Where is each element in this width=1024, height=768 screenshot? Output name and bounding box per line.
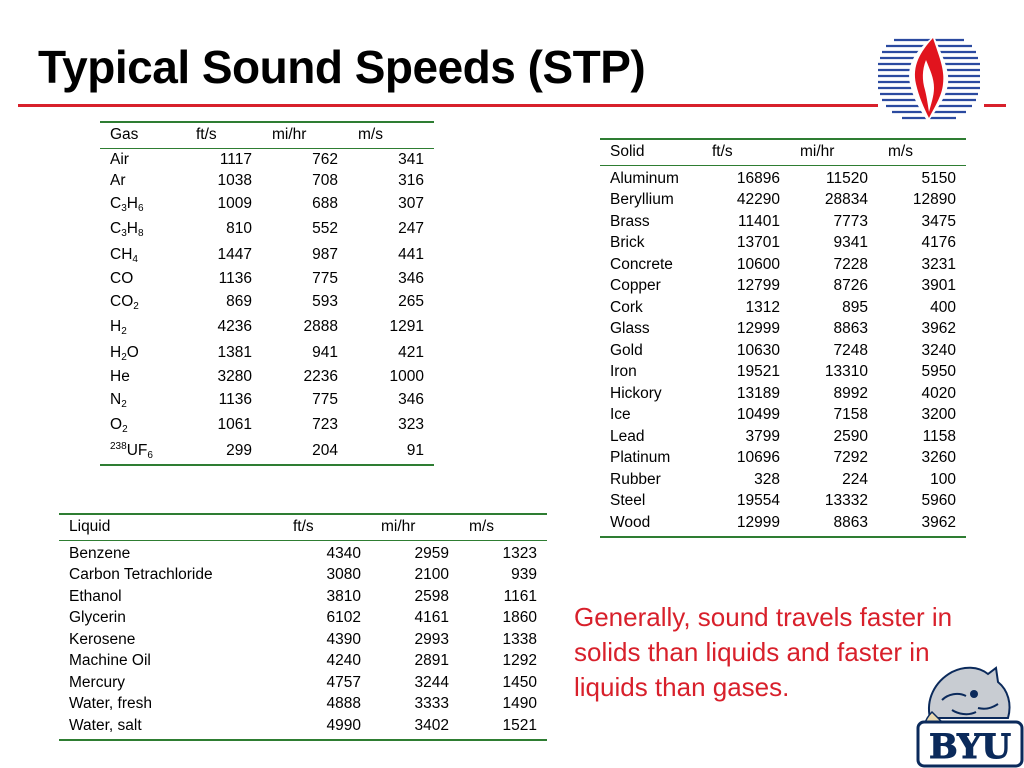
gas-m-s-cell: 307 <box>398 194 424 212</box>
liquid-name-cell: Ethanol <box>69 587 122 605</box>
gas-table-row <box>100 290 434 316</box>
gas-name-cell: $H_2O$ <box>110 343 139 363</box>
gas-name-cell: CO <box>110 270 134 287</box>
solid-ft-s-cell: 12799 <box>736 277 780 294</box>
solid-name-cell: Brick <box>610 234 645 251</box>
solid-m-s-cell: 5960 <box>921 492 956 509</box>
solid-m-s-cell: 3901 <box>921 277 956 294</box>
solid-mi-hr-cell: 7292 <box>833 449 868 466</box>
solid-table-row <box>600 447 966 469</box>
liquid-mi-hr-cell: 3244 <box>414 673 449 691</box>
gas-ft-s-cell: 1061 <box>217 416 252 433</box>
liquid-ft-s-cell: 4757 <box>326 673 361 691</box>
solid-table-row <box>600 254 966 276</box>
solid-name-cell: Concrete <box>610 255 673 273</box>
solid-mi-hr-cell: 895 <box>842 298 868 316</box>
gas-mi-hr-cell: 2236 <box>303 368 338 385</box>
gas-mi-hr-cell: 593 <box>312 292 338 310</box>
liquid-name-cell: Kerosene <box>69 630 136 648</box>
liquid-ft-s-cell: 4888 <box>326 695 361 712</box>
gas-ft-s-cell: 299 <box>186 439 262 466</box>
solid-m-s-cell: 400 <box>930 298 956 316</box>
gas-ft-s-cell: 810 <box>226 220 252 237</box>
col-header-ft-s: ft/s <box>283 514 371 540</box>
solid-header-row <box>600 139 966 165</box>
gas-name-cell: $H_2$ <box>110 318 127 337</box>
solid-mi-hr-cell: 7228 <box>833 255 868 273</box>
gas-table-row <box>100 148 434 170</box>
col-header-ft-s: ft/s <box>702 139 790 165</box>
gas-name-cell: He <box>110 368 130 385</box>
liquid-ft-s-cell: 4240 <box>326 652 361 669</box>
col-header-m-s: m/s <box>878 139 966 165</box>
solid-name-cell: Lead <box>610 427 645 445</box>
liquid-name-cell: Carbon Tetrachloride <box>69 566 213 583</box>
solid-ft-s-cell: 11401 <box>738 212 780 230</box>
solid-table-row <box>600 361 966 383</box>
liquid-table-row <box>59 672 547 694</box>
col-header-mi-hr: mi/hr <box>790 139 878 165</box>
liquid-name-cell: Machine Oil <box>69 652 151 669</box>
gas-table-row <box>100 388 434 414</box>
solid-m-s-cell: 3260 <box>921 449 956 466</box>
solid-table-row <box>600 211 966 233</box>
col-header-ft-s: ft/s <box>186 122 262 148</box>
liquid-m-s-cell: 1292 <box>502 652 537 669</box>
solid-name-cell: Copper <box>610 277 661 294</box>
gas-m-s-cell: 265 <box>398 292 424 310</box>
gas-m-s-cell: 1291 <box>389 318 424 335</box>
solid-name-cell: Gold <box>610 341 643 359</box>
solid-ft-s-cell: 13189 <box>736 384 780 402</box>
gas-ft-s-cell: 1009 <box>217 194 252 212</box>
liquid-m-s-cell: 1323 <box>502 544 537 562</box>
liquid-table-row <box>59 650 547 672</box>
liquid-table-row <box>59 715 547 741</box>
liquid-name-cell: Water, salt <box>59 715 283 741</box>
gas-table-row <box>100 170 434 192</box>
gas-ft-s-cell: 1381 <box>217 343 252 361</box>
slide-title: Typical Sound Speeds (STP) <box>38 41 646 93</box>
solid-table-row <box>600 426 966 448</box>
liquid-table-row <box>59 540 547 564</box>
gas-m-s-cell: 421 <box>398 343 424 361</box>
solid-ft-s-cell: 3799 <box>745 427 780 445</box>
solid-m-s-cell: 1158 <box>922 427 956 445</box>
liquid-m-s-cell: 1161 <box>503 587 537 605</box>
gas-mi-hr-cell: 688 <box>312 194 338 212</box>
gas-mi-hr-cell: 708 <box>312 172 338 189</box>
liquid-mi-hr-cell: 3333 <box>414 695 449 712</box>
solid-name-cell: Aluminum <box>610 169 679 187</box>
solid-mi-hr-cell: 9341 <box>833 234 868 251</box>
solid-ft-s-cell: 10499 <box>736 406 780 423</box>
solid-table-row <box>600 469 966 491</box>
gas-name-cell: $N_2$ <box>110 390 127 410</box>
gas-name-cell: $CH_4$ <box>110 245 138 265</box>
gas-m-s-cell: 323 <box>398 416 424 433</box>
liquid-mi-hr-cell: 2891 <box>414 652 449 669</box>
liquid-table-row <box>59 564 547 586</box>
gas-name-cell: $^{238}UF_6$ <box>100 439 186 466</box>
liquid-mi-hr-cell: 3402 <box>371 715 459 741</box>
solid-mi-hr-cell: 7773 <box>833 212 868 230</box>
gas-table-row <box>100 341 434 367</box>
gas-name-cell: Ar <box>110 172 126 189</box>
liquid-mi-hr-cell: 2959 <box>414 544 449 562</box>
gas-table <box>100 121 434 466</box>
col-header-solid: Solid <box>600 139 702 165</box>
solid-ft-s-cell: 16896 <box>736 169 780 187</box>
gas-mi-hr-cell: 552 <box>312 220 338 237</box>
liquid-ft-s-cell: 6102 <box>326 609 361 626</box>
solid-name-cell: Brass <box>610 212 650 230</box>
solid-table-body <box>600 165 966 537</box>
solid-mi-hr-cell: 7158 <box>833 406 868 423</box>
gas-table-row <box>100 268 434 290</box>
logo-flame <box>909 36 948 122</box>
liquid-mi-hr-cell: 2598 <box>414 587 449 605</box>
solid-mi-hr-cell: 8992 <box>833 384 868 402</box>
liquid-table-row <box>59 693 547 715</box>
solid-name-cell: Steel <box>610 492 646 509</box>
solid-table-row <box>600 189 966 211</box>
gas-header-row <box>100 122 434 148</box>
solid-ft-s-cell: 13701 <box>736 234 780 251</box>
solid-ft-s-cell: 19521 <box>736 363 780 380</box>
solid-table-row <box>600 383 966 405</box>
solid-mi-hr-cell: 13332 <box>824 492 868 509</box>
liquid-m-s-cell: 1521 <box>459 715 547 741</box>
liquid-ft-s-cell: 4990 <box>283 715 371 741</box>
title-underline-tail <box>984 104 1006 107</box>
liquid-table-body <box>59 540 547 740</box>
solid-mi-hr-cell: 13310 <box>824 363 868 380</box>
liquid-header-row <box>59 514 547 540</box>
gas-mi-hr-cell: 775 <box>312 270 338 287</box>
summary-note: Generally, sound travels faster in solids than liquids and faster in liquids than gases. <box>574 602 953 702</box>
gas-mi-hr-cell: 204 <box>262 439 348 466</box>
solid-table-row <box>600 404 966 426</box>
gas-m-s-cell: 441 <box>398 245 424 263</box>
liquid-mi-hr-cell: 4161 <box>414 609 449 626</box>
gas-table-row <box>100 366 434 388</box>
liquid-ft-s-cell: 3810 <box>326 587 361 605</box>
solid-table-row <box>600 165 966 189</box>
solid-table <box>600 138 966 538</box>
gas-name-cell: $C_3H_8$ <box>110 220 144 239</box>
solid-table-row <box>600 297 966 319</box>
gas-name-cell: $O_2$ <box>110 416 128 435</box>
liquid-mi-hr-cell: 2100 <box>414 566 449 583</box>
liquid-table <box>59 513 547 741</box>
liquid-ft-s-cell: 4390 <box>326 630 361 648</box>
solid-ft-s-cell: 42290 <box>736 191 780 208</box>
solid-name-cell: Rubber <box>610 470 661 488</box>
solid-table-row <box>600 275 966 297</box>
solid-m-s-cell: 3962 <box>878 512 966 538</box>
gas-mi-hr-cell: 941 <box>312 343 338 361</box>
solid-table-row <box>600 318 966 340</box>
solid-m-s-cell: 12890 <box>912 191 956 208</box>
gas-name-cell: $CO_2$ <box>110 292 139 312</box>
gas-name-cell: Air <box>110 150 129 168</box>
gas-m-s-cell: 316 <box>398 172 424 189</box>
col-header-mi-hr: mi/hr <box>262 122 348 148</box>
gas-table-row <box>100 439 434 466</box>
solid-ft-s-cell: 1312 <box>745 298 780 316</box>
liquid-table-row <box>59 607 547 629</box>
liquid-name-cell: Mercury <box>69 673 125 691</box>
gas-mi-hr-cell: 723 <box>312 416 338 433</box>
liquid-m-s-cell: 1338 <box>502 630 537 648</box>
solid-ft-s-cell: 10630 <box>736 341 780 359</box>
solid-mi-hr-cell: 8863 <box>833 320 868 337</box>
gas-mi-hr-cell: 762 <box>312 150 338 168</box>
gas-m-s-cell: 1000 <box>389 368 424 385</box>
col-header-m-s: m/s <box>459 514 547 540</box>
byu-cougar-logo-icon <box>912 660 1024 768</box>
liquid-table-row <box>59 586 547 608</box>
solid-m-s-cell: 3200 <box>921 406 956 423</box>
gas-ft-s-cell: 4236 <box>217 318 252 335</box>
solid-name-cell: Wood <box>600 512 702 538</box>
gas-ft-s-cell: 1136 <box>218 390 252 408</box>
solid-ft-s-cell: 19554 <box>736 492 780 509</box>
col-header-liquid: Liquid <box>59 514 283 540</box>
solid-m-s-cell: 5950 <box>921 363 956 380</box>
solid-table-row <box>600 490 966 512</box>
solid-m-s-cell: 3231 <box>921 255 956 273</box>
col-header-m-s: m/s <box>348 122 434 148</box>
gas-mi-hr-cell: 775 <box>312 390 338 408</box>
solid-ft-s-cell: 12999 <box>702 512 790 538</box>
solid-table-row <box>600 340 966 362</box>
col-header-mi-hr: mi/hr <box>371 514 459 540</box>
solid-mi-hr-cell: 2590 <box>833 427 868 445</box>
gas-table-row <box>100 243 434 269</box>
solid-ft-s-cell: 12999 <box>736 320 780 337</box>
liquid-table-row <box>59 629 547 651</box>
solid-m-s-cell: 3962 <box>921 320 956 337</box>
solid-m-s-cell: 3240 <box>921 341 956 359</box>
gas-table-row <box>100 315 434 341</box>
solid-m-s-cell: 4176 <box>921 234 956 251</box>
gas-ft-s-cell: 3280 <box>217 368 252 385</box>
gas-m-s-cell: 247 <box>398 220 424 237</box>
liquid-ft-s-cell: 4340 <box>326 544 361 562</box>
solid-name-cell: Beryllium <box>610 191 674 208</box>
byu-text: BYU <box>928 727 1012 767</box>
gas-mi-hr-cell: 987 <box>312 245 338 263</box>
flame-logo-icon <box>876 34 982 124</box>
solid-ft-s-cell: 328 <box>754 470 780 488</box>
solid-ft-s-cell: 10600 <box>736 255 780 273</box>
title-underline <box>18 104 878 107</box>
liquid-name-cell: Water, fresh <box>69 695 152 712</box>
solid-name-cell: Platinum <box>610 449 671 466</box>
solid-m-s-cell: 5150 <box>921 169 956 187</box>
solid-mi-hr-cell: 28834 <box>824 191 868 208</box>
solid-mi-hr-cell: 8863 <box>790 512 878 538</box>
solid-name-cell: Ice <box>610 406 631 423</box>
solid-mi-hr-cell: 8726 <box>833 277 868 294</box>
solid-mi-hr-cell: 7248 <box>833 341 868 359</box>
gas-name-cell: $C_3H_6$ <box>110 194 144 214</box>
liquid-ft-s-cell: 3080 <box>326 566 361 583</box>
gas-m-s-cell: 91 <box>348 439 434 466</box>
solid-table-row <box>600 232 966 254</box>
solid-table-row <box>600 512 966 538</box>
gas-table-row <box>100 413 434 439</box>
liquid-name-cell: Benzene <box>69 544 131 562</box>
gas-m-s-cell: 341 <box>398 150 424 168</box>
gas-ft-s-cell: 1447 <box>217 245 252 263</box>
gas-m-s-cell: 346 <box>398 270 424 287</box>
gas-table-row <box>100 192 434 218</box>
gas-ft-s-cell: 1136 <box>218 270 252 287</box>
liquid-m-s-cell: 1450 <box>502 673 537 691</box>
liquid-m-s-cell: 1490 <box>502 695 537 712</box>
solid-mi-hr-cell: 11520 <box>826 169 868 187</box>
liquid-m-s-cell: 1860 <box>502 609 537 626</box>
solid-m-s-cell: 4020 <box>921 384 956 402</box>
solid-m-s-cell: 100 <box>930 470 956 488</box>
liquid-m-s-cell: 939 <box>511 566 537 583</box>
solid-m-s-cell: 3475 <box>921 212 956 230</box>
liquid-mi-hr-cell: 2993 <box>414 630 449 648</box>
gas-ft-s-cell: 1038 <box>217 172 252 189</box>
liquid-name-cell: Glycerin <box>69 609 126 626</box>
solid-ft-s-cell: 10696 <box>736 449 780 466</box>
gas-table-body <box>100 148 434 465</box>
solid-name-cell: Hickory <box>610 384 662 402</box>
solid-name-cell: Iron <box>610 363 637 380</box>
col-header-gas: Gas <box>100 122 186 148</box>
gas-table-row <box>100 217 434 243</box>
solid-name-cell: Glass <box>610 320 650 337</box>
solid-mi-hr-cell: 224 <box>842 470 868 488</box>
solid-name-cell: Cork <box>610 298 643 316</box>
gas-ft-s-cell: 1117 <box>219 150 252 168</box>
gas-mi-hr-cell: 2888 <box>303 318 338 335</box>
gas-m-s-cell: 346 <box>398 390 424 408</box>
gas-ft-s-cell: 869 <box>226 292 252 310</box>
